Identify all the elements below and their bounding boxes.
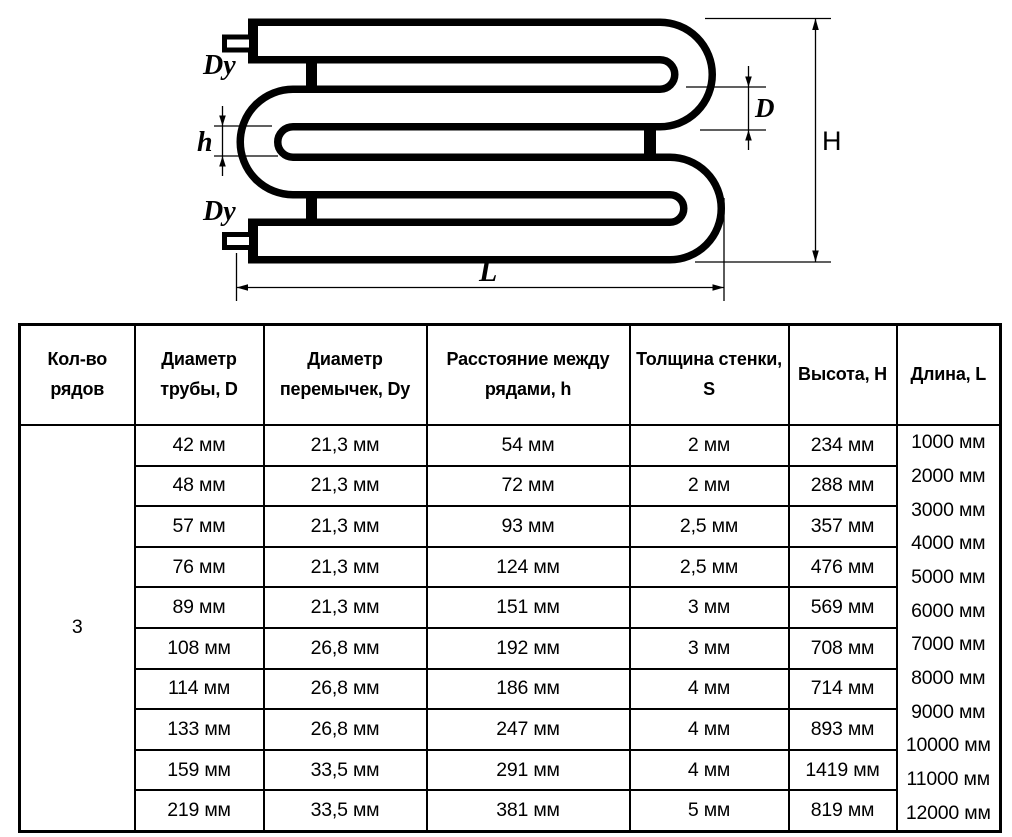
cell-d: 219 мм [135, 790, 264, 831]
table-row [20, 709, 1001, 750]
dim-d-arrow-down [745, 77, 752, 88]
cell-h: 151 мм [427, 587, 630, 628]
label-length: L [479, 255, 498, 288]
col-header-height: Высота, H [789, 325, 897, 426]
table-row [20, 506, 1001, 547]
serpentine-pipe-inner [258, 41, 703, 241]
col-header-length: Длина, L [897, 325, 1001, 426]
cell-height: 569 мм [789, 587, 897, 628]
table-row [20, 669, 1001, 710]
length-item: 9000 мм [911, 700, 986, 723]
cell-height: 708 мм [789, 628, 897, 669]
table-row [20, 466, 1001, 507]
col-header-jumper-diameter: Диаметр перемычек, Dy [264, 325, 427, 426]
cell-s: 2,5 мм [630, 506, 789, 547]
cell-dy: 21,3 мм [264, 587, 427, 628]
dim-h-arrow-down [219, 116, 226, 127]
cell-d: 76 мм [135, 547, 264, 588]
length-item: 6000 мм [911, 599, 986, 622]
dim-height-arrow-up [812, 19, 819, 31]
dim-length-arrow-right [713, 284, 725, 291]
cell-d: 108 мм [135, 628, 264, 669]
cell-lengths [897, 425, 1001, 831]
outlet-stub [222, 232, 254, 250]
table-row [20, 587, 1001, 628]
cell-height: 288 мм [789, 466, 897, 507]
cell-s: 5 мм [630, 790, 789, 831]
table-row [20, 628, 1001, 669]
cell-height: 234 мм [789, 425, 897, 466]
col-header-pipe-diameter: Диаметр трубы, D [135, 325, 264, 426]
length-list [900, 426, 998, 830]
label-dy-bottom: Dy [203, 196, 236, 227]
cell-height: 819 мм [789, 790, 897, 831]
cell-s: 2,5 мм [630, 547, 789, 588]
header-row [20, 325, 1001, 426]
cell-d: 48 мм [135, 466, 264, 507]
length-item: 11000 мм [906, 767, 990, 790]
dimensions-table [18, 323, 1002, 833]
cell-d: 57 мм [135, 506, 264, 547]
cell-height: 1419 мм [789, 750, 897, 791]
cell-dy: 21,3 мм [264, 547, 427, 588]
cell-dy: 26,8 мм [264, 669, 427, 710]
length-item: 2000 мм [911, 464, 986, 487]
dim-d-arrow-up [745, 130, 752, 141]
cell-s: 4 мм [630, 669, 789, 710]
cell-dy: 21,3 мм [264, 425, 427, 466]
cell-dy: 26,8 мм [264, 709, 427, 750]
length-item: 10000 мм [905, 734, 991, 757]
cell-d: 133 мм [135, 709, 264, 750]
cell-dy: 33,5 мм [264, 750, 427, 791]
col-header-rows: Кол-во рядов [20, 325, 135, 426]
length-item: 5000 мм [911, 565, 986, 588]
cell-h: 124 мм [427, 547, 630, 588]
cell-d: 89 мм [135, 587, 264, 628]
serpentine-pipe-outer [258, 41, 703, 241]
cell-height: 357 мм [789, 506, 897, 547]
cell-h: 247 мм [427, 709, 630, 750]
length-item: 3000 мм [911, 498, 986, 521]
length-item: 1000 мм [911, 431, 986, 454]
jumper-pipe-right [644, 126, 656, 158]
cell-height: 714 мм [789, 669, 897, 710]
dim-length-arrow-left [237, 284, 249, 291]
cell-s: 3 мм [630, 587, 789, 628]
length-item: 8000 мм [911, 666, 986, 689]
cell-s: 2 мм [630, 425, 789, 466]
cell-h: 381 мм [427, 790, 630, 831]
col-header-row-spacing: Расстояние между рядами, h [427, 325, 630, 426]
cell-s: 4 мм [630, 709, 789, 750]
table-row [20, 750, 1001, 791]
dim-h-arrow-up [219, 156, 226, 167]
cell-row-count: 3 [20, 425, 135, 831]
cell-dy: 21,3 мм [264, 466, 427, 507]
col-header-wall-thickness: Толщина стенки, S [630, 325, 789, 426]
table-row [20, 790, 1001, 831]
dim-height-arrow-down [812, 251, 819, 263]
table-row [20, 425, 1001, 466]
cell-s: 3 мм [630, 628, 789, 669]
cell-s: 2 мм [630, 466, 789, 507]
register-diagram [0, 0, 1012, 318]
cell-d: 159 мм [135, 750, 264, 791]
label-dy-top: Dy [203, 50, 236, 81]
cell-height: 893 мм [789, 709, 897, 750]
length-item: 7000 мм [911, 633, 986, 656]
label-height: H [822, 126, 842, 156]
label-d: D [755, 93, 775, 123]
cell-h: 93 мм [427, 506, 630, 547]
cell-h: 192 мм [427, 628, 630, 669]
table-row [20, 547, 1001, 588]
cell-h: 72 мм [427, 466, 630, 507]
cell-h: 186 мм [427, 669, 630, 710]
jumper-pipe-top-left [306, 56, 317, 90]
cell-height: 476 мм [789, 547, 897, 588]
cell-h: 54 мм [427, 425, 630, 466]
cell-s: 4 мм [630, 750, 789, 791]
length-item: 4000 мм [911, 532, 986, 555]
cell-d: 42 мм [135, 425, 264, 466]
cell-dy: 26,8 мм [264, 628, 427, 669]
cell-dy: 33,5 мм [264, 790, 427, 831]
cell-dy: 21,3 мм [264, 506, 427, 547]
cell-h: 291 мм [427, 750, 630, 791]
cell-d: 114 мм [135, 669, 264, 710]
jumper-pipe-bottom-left [306, 193, 317, 224]
length-item: 12000 мм [905, 801, 991, 824]
label-h: h [197, 127, 213, 158]
